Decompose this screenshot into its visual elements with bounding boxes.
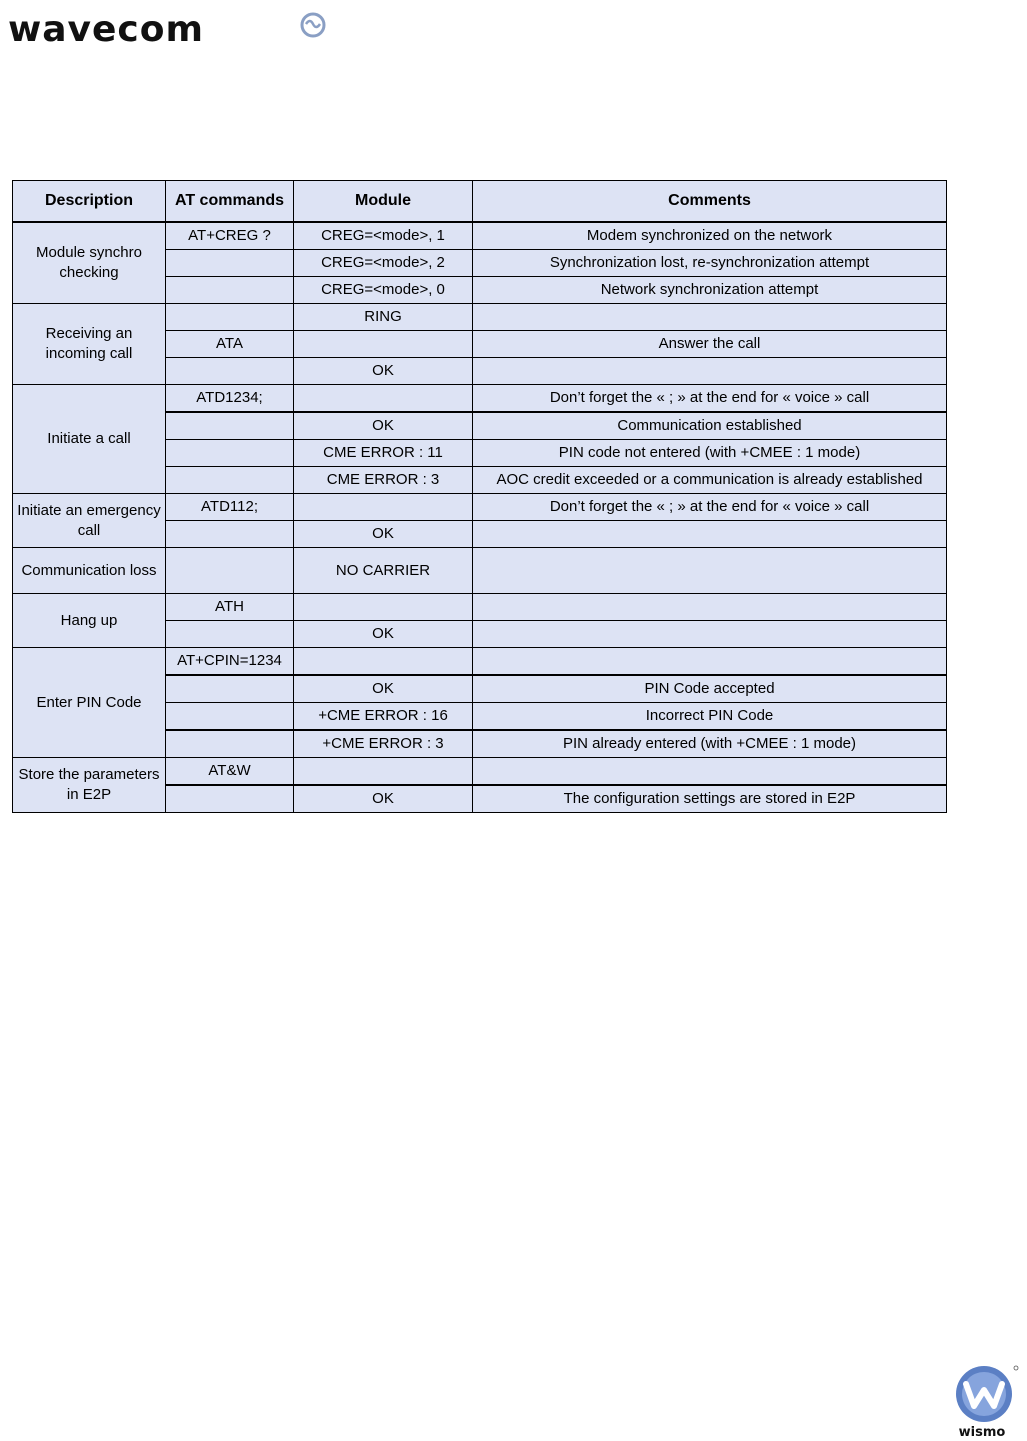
module-cell: CREG=<mode>, 2 (294, 250, 473, 277)
at-command-cell (166, 467, 294, 494)
comment-cell: Network synchronization attempt (473, 277, 947, 304)
at-command-table (12, 180, 947, 813)
module-cell: +CME ERROR : 16 (294, 703, 473, 731)
at-command-cell: ATD1234; (166, 385, 294, 413)
table-row (13, 548, 947, 594)
description-cell: Store the parameters in E2P (13, 758, 166, 813)
comment-cell: Synchronization lost, re-synchronization attempt (473, 250, 947, 277)
module-cell: OK (294, 785, 473, 813)
at-command-cell (166, 548, 294, 594)
at-command-cell (166, 277, 294, 304)
wismo-logo (944, 1360, 1024, 1440)
module-cell (294, 385, 473, 413)
description-cell: Initiate an emergency call (13, 494, 166, 548)
description-cell: Module synchro checking (13, 222, 166, 304)
comment-cell (473, 304, 947, 331)
comment-cell (473, 521, 947, 548)
at-command-cell (166, 412, 294, 440)
header-module: Module (294, 181, 473, 223)
module-cell (294, 758, 473, 786)
at-command-cell (166, 250, 294, 277)
module-cell (294, 494, 473, 521)
at-command-cell: ATD112; (166, 494, 294, 521)
wavecom-swirl-icon (298, 10, 328, 40)
at-command-cell: ATA (166, 331, 294, 358)
module-cell: CME ERROR : 11 (294, 440, 473, 467)
comment-cell (473, 648, 947, 676)
module-cell: OK (294, 358, 473, 385)
description-cell: Initiate a call (13, 385, 166, 494)
table-row (13, 758, 947, 786)
at-command-cell (166, 304, 294, 331)
at-command-cell: ATH (166, 594, 294, 621)
module-cell: OK (294, 621, 473, 648)
comment-cell: PIN Code accepted (473, 675, 947, 703)
module-cell: OK (294, 521, 473, 548)
table-body (13, 222, 947, 813)
comment-cell: Modem synchronized on the network (473, 222, 947, 250)
header-comments: Comments (473, 181, 947, 223)
at-command-cell: AT+CREG ? (166, 222, 294, 250)
module-cell (294, 331, 473, 358)
at-command-cell (166, 358, 294, 385)
wismo-wordmark: wismo (958, 1425, 1006, 1440)
at-command-cell (166, 703, 294, 731)
wavecom-logo (8, 6, 328, 56)
table-row (13, 494, 947, 521)
module-cell: CREG=<mode>, 1 (294, 222, 473, 250)
comment-cell (473, 548, 947, 594)
module-cell: OK (294, 412, 473, 440)
comment-cell (473, 758, 947, 786)
table-row (13, 304, 947, 331)
header-at-commands: AT commands (166, 181, 294, 223)
comment-cell (473, 621, 947, 648)
module-cell: OK (294, 675, 473, 703)
module-cell: CREG=<mode>, 0 (294, 277, 473, 304)
table-row (13, 648, 947, 676)
module-cell: NO CARRIER (294, 548, 473, 594)
table-row (13, 385, 947, 413)
comment-cell (473, 358, 947, 385)
module-cell (294, 648, 473, 676)
comment-cell: The configuration settings are stored in E2P (473, 785, 947, 813)
at-command-cell: AT&W (166, 758, 294, 786)
header-description: Description (13, 181, 166, 223)
wavecom-wordmark: wavecom (8, 9, 205, 50)
module-cell: +CME ERROR : 3 (294, 730, 473, 758)
comment-cell: PIN already entered (with +CMEE : 1 mode) (473, 730, 947, 758)
comment-cell: AOC credit exceeded or a communication is already established (473, 467, 947, 494)
comment-cell: Don’t forget the « ; » at the end for « voice » call (473, 385, 947, 413)
description-cell: Communication loss (13, 548, 166, 594)
at-command-cell (166, 730, 294, 758)
comment-cell: Don’t forget the « ; » at the end for « voice » call (473, 494, 947, 521)
table-row (13, 594, 947, 621)
at-command-cell (166, 521, 294, 548)
at-command-cell (166, 621, 294, 648)
description-cell: Enter PIN Code (13, 648, 166, 758)
at-command-cell (166, 440, 294, 467)
table-row (13, 222, 947, 250)
at-command-cell (166, 785, 294, 813)
at-command-cell: AT+CPIN=1234 (166, 648, 294, 676)
comment-cell: Communication established (473, 412, 947, 440)
comment-cell: PIN code not entered (with +CMEE : 1 mode) (473, 440, 947, 467)
description-cell: Receiving an incoming call (13, 304, 166, 385)
comment-cell (473, 594, 947, 621)
description-cell: Hang up (13, 594, 166, 648)
module-cell: RING (294, 304, 473, 331)
table-header-row (13, 181, 947, 223)
module-cell: CME ERROR : 3 (294, 467, 473, 494)
module-cell (294, 594, 473, 621)
comment-cell: Incorrect PIN Code (473, 703, 947, 731)
comment-cell: Answer the call (473, 331, 947, 358)
at-command-cell (166, 675, 294, 703)
